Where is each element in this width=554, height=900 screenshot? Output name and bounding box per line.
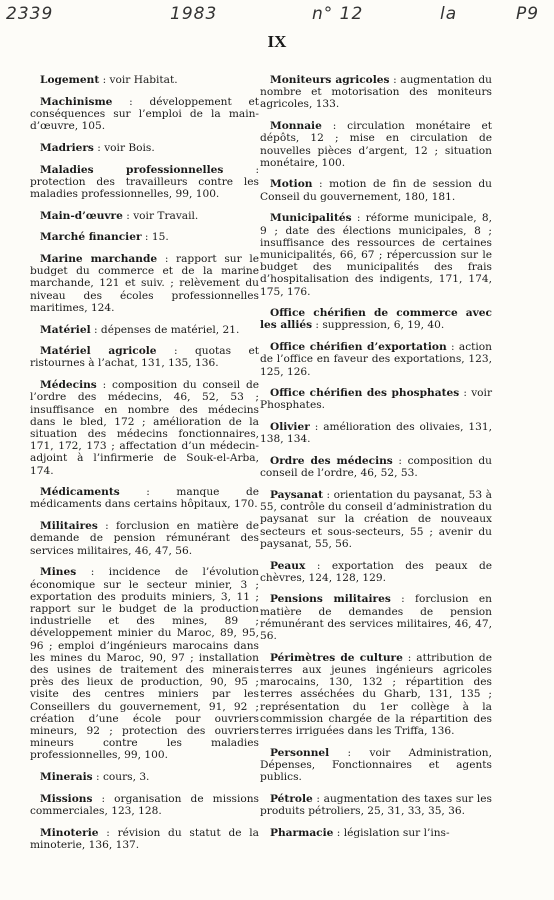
index-entry (30, 486, 259, 510)
index-entry (260, 793, 492, 817)
handwritten-note-a: 2339 (6, 4, 54, 24)
index-text: : amélioration des olivaies, 131, 138, 134. (260, 421, 492, 446)
index-term: Minerais (40, 771, 93, 784)
index-entry (30, 324, 259, 336)
index-text: : motion de fin de session du Conseil du gouvernement, 180, 181. (260, 178, 492, 203)
index-text: : circulation monétaire et dépôts, 12 ; mise en circulation de nouvelles pièces d’argent, 12 ; situation monétaire, 100. (260, 120, 492, 169)
index-entry (260, 593, 492, 642)
index-term: Personnel (270, 746, 330, 759)
handwritten-note-b: 1983 (170, 4, 218, 24)
index-term: Office chérifien des phosphates (270, 387, 460, 400)
index-term: Mines (40, 566, 77, 579)
index-term: Minoterie (40, 826, 99, 839)
index-entry (260, 307, 492, 331)
index-term: Office chérifien d’exportation (270, 341, 447, 354)
handwritten-note-c: n° 12 (312, 4, 364, 24)
index-term: Logement (40, 74, 100, 86)
index-term: Paysanat (270, 488, 323, 501)
index-entry (30, 74, 259, 86)
index-text: : forclusion en matière de demande de pension rémunérant des services militaires, 46, 47, 56. (30, 520, 259, 557)
index-term: Périmètres de culture (270, 651, 403, 664)
index-entry (30, 793, 259, 817)
index-entry (30, 142, 259, 154)
index-entry (260, 827, 492, 839)
index-text: : organisation de missions commerciales, 123, 128. (30, 792, 259, 817)
index-term: Missions (40, 792, 93, 805)
index-entry (260, 178, 492, 202)
index-entry (30, 345, 259, 369)
index-entry (30, 164, 259, 201)
index-term: Ordre des médecins (270, 455, 393, 468)
index-text: : révision du statut de la minoterie, 136, 137. (30, 826, 259, 851)
index-entry (260, 560, 492, 584)
index-entry (30, 771, 259, 783)
index-text: : voir Administration, Dépenses, Fonctionnaires et agents publics. (260, 746, 492, 784)
index-entry (260, 387, 492, 411)
index-entry (30, 253, 259, 314)
index-entry (260, 341, 492, 378)
index-term: Municipalités (270, 212, 352, 225)
index-text: : augmentation du nombre et motorisation des moniteurs agricoles, 133. (260, 74, 492, 111)
index-term: Marine marchande (40, 253, 158, 266)
index-entry (260, 421, 492, 445)
index-text: : quotas et ristournes à l’achat, 131, 135, 136. (30, 345, 259, 370)
index-text: : législation sur l’ins- (333, 826, 450, 839)
index-text: : attribution de terres aux jeunes ingénieurs agricoles marocains, 130, 132 ; répartition des terres asséchées du Gharb, 131, 135 ; représentation du 1er collège à la commission chargée de la répartition des terres irriguées dans les Triffa, 136. (260, 651, 492, 737)
index-term: Moniteurs agricoles (270, 74, 390, 86)
index-term: Matériel agricole (40, 345, 157, 358)
handwritten-note-e: P9 (516, 4, 540, 24)
index-term: Madriers (40, 141, 94, 154)
index-entry (30, 96, 259, 133)
index-entry (260, 652, 492, 737)
index-term: Maladies professionnelles (40, 163, 224, 176)
index-entry (260, 212, 492, 297)
left-column (30, 74, 259, 861)
index-entry (260, 747, 492, 784)
index-text: : orientation du paysanat, 53 à 55, contrôle du conseil d’administration du paysanat sur la création de nouveaux secteurs et sous-secteurs, 55 ; avenir du paysanat, 55, 56. (260, 488, 492, 550)
index-text: : rapport sur le budget du commerce et de la marine marchande, 121 et suiv. ; relèvement du niveau des écoles professionnelles maritimes, 124. (30, 253, 259, 314)
index-term: Pétrole (270, 792, 313, 805)
index-term: Marché financier (40, 231, 142, 244)
index-text: : composition du conseil de l’ordre, 46, 52, 53. (260, 455, 493, 480)
index-entry (30, 379, 259, 477)
index-term: Matériel (40, 323, 91, 336)
index-text: : voir Habitat. (99, 74, 178, 86)
index-entry (260, 455, 492, 479)
index-text: : cours, 3. (92, 771, 150, 784)
page-number: IX (267, 32, 287, 51)
index-entry (30, 231, 259, 243)
index-term: Machinisme (40, 95, 113, 108)
index-term: Monnaie (270, 120, 322, 133)
index-entry (260, 489, 492, 550)
index-text: : action de l’office en faveur des exportations, 123, 125, 126. (260, 341, 492, 378)
index-text: : voir Bois. (93, 141, 155, 154)
index-text: : composition du conseil de l’ordre des médecins, 46, 52, 53 ; insuffisance en nombre des médecins dans le bled, 172 ; amélioration de la situation des médecins fonctionnaires, 171, 172, 173 ; affectation d’un médecin-adjoint à l’infirmerie de Souk-el-Arba, 174. (30, 379, 259, 477)
index-text: : suppression, 6, 19, 40. (312, 319, 445, 332)
handwritten-note-d: la (440, 4, 458, 24)
index-text: : voir Phosphates. (260, 387, 493, 412)
index-term: Pharmacie (270, 826, 334, 839)
index-term: Pensions militaires (270, 593, 391, 606)
index-term: Peaux (270, 559, 306, 572)
index-text: : manque de médicaments dans certains hôpitaux, 170. (30, 486, 259, 511)
index-entry (260, 120, 492, 169)
index-text: : forclusion en matière de demandes de pension rémunérant des services militaires, 46, 47, 56. (260, 593, 492, 643)
index-text: : exportation des peaux de chèvres, 124, 128, 129. (260, 559, 492, 584)
index-entry (30, 827, 259, 851)
index-entry (260, 74, 492, 111)
index-entry (30, 520, 259, 557)
index-text: : développement et conséquences sur l’emploi de la main-d’œuvre, 105. (30, 95, 259, 133)
index-text: : voir Travail. (122, 209, 199, 222)
index-text: : dépenses de matériel, 21. (90, 323, 240, 336)
index-text: : incidence de l’évolution économique sur le secteur minier, 3 ; exportation des produits miniers, 3, 11 ; rapport sur le budget de la production industrielle et des mines, 89 ; développement minier du Maroc, 89, 95, 96 ; emploi d’ingénieurs marocains dans les mines du Maroc, 90, 97 ; installation des usines de traitement des minerais près des lieux de production, 90, 95 ; visite des centres miniers par les Conseillers du gouvernement, 91, 92 ; création d’une école pour ouvriers mineurs, 92 ; protection des ouvriers mineurs contre les maladies professionnelles, 99, 100. (30, 566, 259, 762)
index-term: Médicaments (40, 486, 120, 499)
index-text: : protection des travailleurs contre les maladies professionnelles, 99, 100. (30, 163, 260, 200)
index-term: Motion (270, 178, 313, 191)
index-text: : réforme municipale, 8, 9 ; date des élections municipales, 8 ; insuffisance des ressources de certaines municipalités, 66, 67 ; répercussion sur le budget des municipalités des frais d’hospitalisation des indigents, 171, 174, 175, 176. (260, 212, 492, 298)
index-term: Militaires (40, 520, 98, 533)
index-text: : augmentation des taxes sur les produits pétroliers, 25, 31, 33, 35, 36. (260, 792, 492, 817)
index-entry (30, 210, 259, 222)
index-term: Office chérifien de commerce avec les alliés (260, 307, 492, 332)
index-entry (30, 566, 259, 761)
index-text: : 15. (141, 231, 169, 244)
index-term: Main-d’œuvre (40, 209, 123, 222)
index-term: Médecins (40, 379, 97, 392)
right-column (260, 74, 492, 848)
index-term: Olivier (270, 421, 310, 434)
